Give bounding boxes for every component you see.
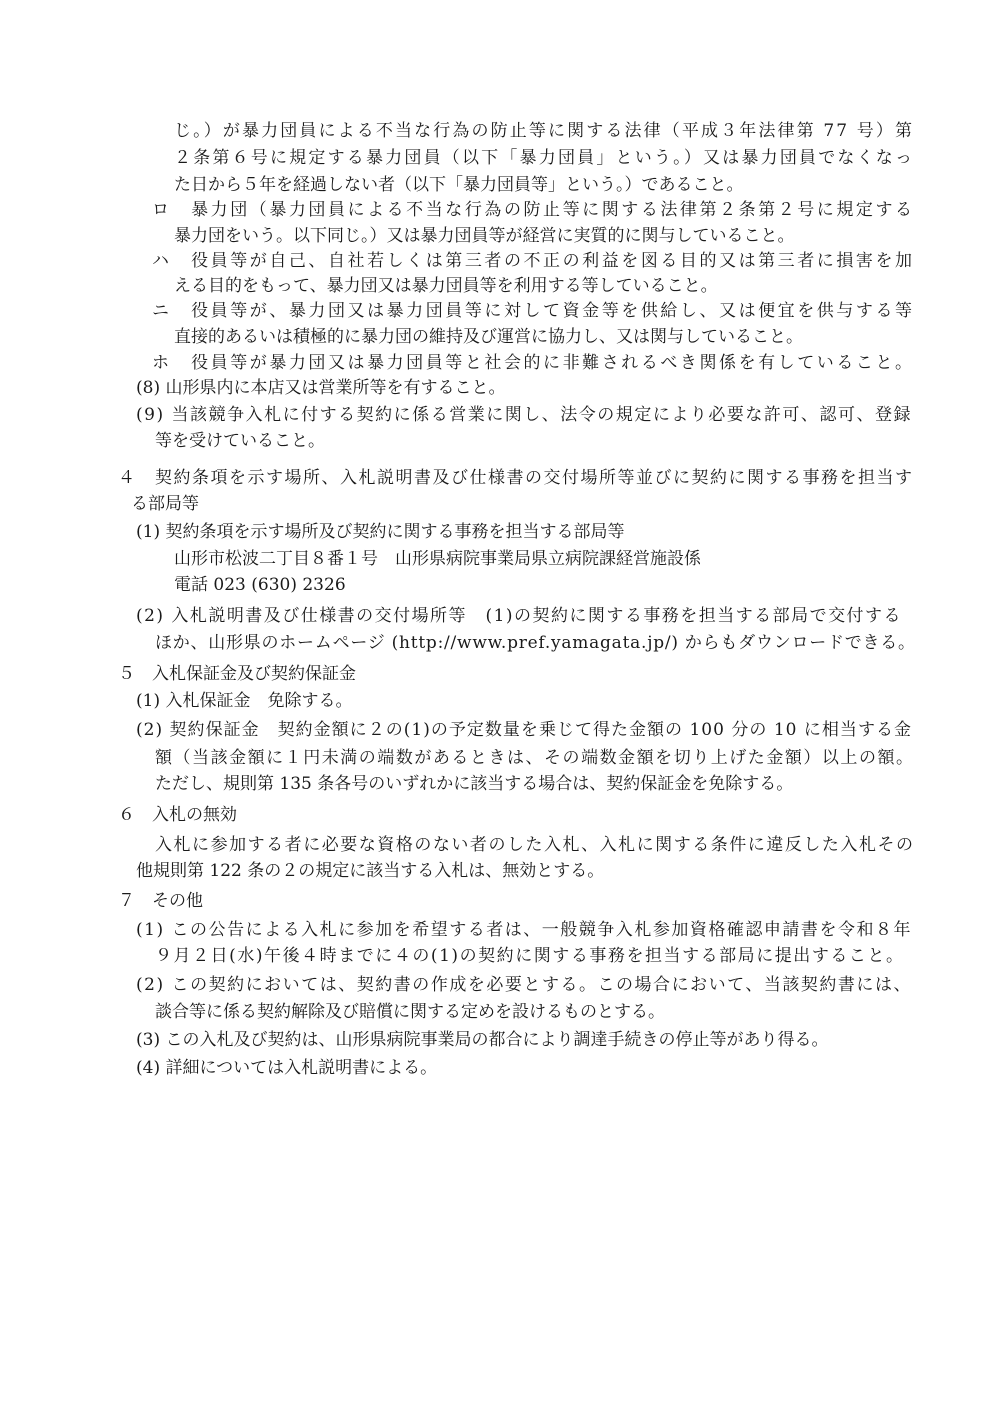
text-line-content: じ。）が暴力団員による不当な行為の防止等に関する法律（平成３年法律第 77 号）第: [174, 121, 915, 141]
text-line: [0, 273, 1000, 299]
text-line-content: (2) この契約においては、契約書の作成を必要とする。この場合において、当該契約書には、: [136, 975, 912, 995]
text-line: [0, 888, 1000, 914]
text-line-content: 額（当該金額に１円未満の端数があるときは、その端数金額を切り上げた金額）以上の額。: [155, 748, 915, 768]
text-line: [0, 972, 1000, 998]
text-line-content: ７ その他: [118, 891, 203, 911]
text-line-content: ９月２日(水)午後４時までに４の(1)の契約に関する事務を担当する部局に提出すること。: [155, 946, 905, 966]
text-line-content: ニ 役員等が、暴力団又は暴力団員等に対して資金等を供給し、又は便宜を供与する等: [152, 301, 915, 321]
text-line: [0, 802, 1000, 828]
text-line-content: 等を受けていること。: [155, 431, 325, 451]
text-line-content: (2) 入札説明書及び仕様書の交付場所等 (1)の契約に関する事務を担当する部局で交付する: [136, 606, 902, 626]
text-line: [0, 572, 1000, 598]
text-line-content: (1) 契約条項を示す場所及び契約に関する事務を担当する部局等: [136, 522, 625, 542]
text-line-content: 談合等に係る契約解除及び賠償に関する定めを設けるものとする。: [155, 1002, 665, 1022]
text-line-content: ４ 契約条項を示す場所、入札説明書及び仕様書の交付場所等並びに契約に関する事務を担当す: [118, 468, 914, 488]
text-line-content: 他規則第 122 条の２の規定に該当する入札は、無効とする。: [136, 861, 605, 881]
text-line: [0, 519, 1000, 545]
text-line: [0, 1055, 1000, 1081]
text-line-content: ２条第６号に規定する暴力団員（以下「暴力団員」という。）又は暴力団員でなくなっ: [174, 148, 915, 168]
text-line: [0, 465, 1000, 491]
text-line: [0, 118, 1000, 144]
text-line: [0, 943, 1000, 969]
text-line: [0, 248, 1000, 274]
text-line-content: (1) 入札保証金 免除する。: [136, 691, 353, 711]
text-line-content: (4) 詳細については入札説明書による。: [136, 1058, 438, 1078]
text-line-content: 電話 023 (630) 2326: [174, 575, 346, 595]
text-line: [0, 491, 1000, 517]
text-line: [0, 717, 1000, 743]
text-line: [0, 546, 1000, 572]
text-line: [0, 630, 1000, 656]
text-line-content: (3) この入札及び契約は、山形県病院事業局の都合により調達手続きの停止等があり得る。: [136, 1030, 829, 1050]
text-line-content: 暴力団をいう。以下同じ。）又は暴力団員等が経営に実質的に関与していること。: [174, 226, 795, 246]
text-line: [0, 145, 1000, 171]
text-line-content: (2) 契約保証金 契約金額に２の(1)の予定数量を乗じて得た金額の 100 分の 10 に相当する金: [136, 720, 912, 740]
text-line: [0, 350, 1000, 376]
text-line-content: ６ 入札の無効: [118, 805, 237, 825]
text-line-content: る部局等: [131, 494, 199, 514]
text-line: [0, 1027, 1000, 1053]
text-line-content: 直接的あるいは積極的に暴力団の維持及び運営に協力し、又は関与していること。: [174, 327, 803, 347]
text-line-content: える目的をもって、暴力団又は暴力団員等を利用する等していること。: [174, 276, 718, 296]
text-line-content: 山形市松波二丁目８番１号 山形県病院事業局県立病院課経営施設係: [174, 549, 701, 569]
text-line-content: ロ 暴力団（暴力団員による不当な行為の防止等に関する法律第２条第２号に規定する: [152, 200, 915, 220]
text-line: [0, 661, 1000, 687]
text-line: [0, 402, 1000, 428]
text-line-content: ホ 役員等が暴力団又は暴力団員等と社会的に非難されるべき関係を有していること。: [152, 353, 915, 373]
text-line: [0, 298, 1000, 324]
text-line: [0, 917, 1000, 943]
text-line-content: た日から５年を経過しない者（以下「暴力団員等」という。）であること。: [174, 175, 744, 195]
text-line: [0, 172, 1000, 198]
text-line: [0, 375, 1000, 401]
text-line-content: ５ 入札保証金及び契約保証金: [118, 664, 356, 684]
text-line-content: (1) この公告による入札に参加を希望する者は、一般競争入札参加資格確認申請書を令和８年: [136, 920, 912, 940]
text-line: [0, 858, 1000, 884]
text-line: [0, 688, 1000, 714]
text-line: [0, 999, 1000, 1025]
text-line: [0, 428, 1000, 454]
text-line: [0, 771, 1000, 797]
text-line-content: 入札に参加する者に必要な資格のない者のした入札、入札に関する条件に違反した入札その: [155, 835, 915, 855]
text-line: [0, 197, 1000, 223]
text-line-content: ただし、規則第 135 条各号のいずれかに該当する場合は、契約保証金を免除する。: [155, 774, 794, 794]
text-line: [0, 324, 1000, 350]
text-line: [0, 745, 1000, 771]
text-line-content: ハ 役員等が自己、自社若しくは第三者の不正の利益を図る目的又は第三者に損害を加: [152, 251, 915, 271]
text-line: [0, 603, 1000, 629]
text-line-content: (8) 山形県内に本店又は営業所等を有すること。: [136, 378, 506, 398]
text-line: [0, 223, 1000, 249]
text-line: [0, 832, 1000, 858]
text-line-content: (9) 当該競争入札に付する契約に係る営業に関し、法令の規定により必要な許可、認可、登録: [136, 405, 912, 425]
text-line-content: ほか、山形県のホームページ (http://www.pref.yamagata.jp/) からもダウンロードできる。: [155, 633, 916, 653]
